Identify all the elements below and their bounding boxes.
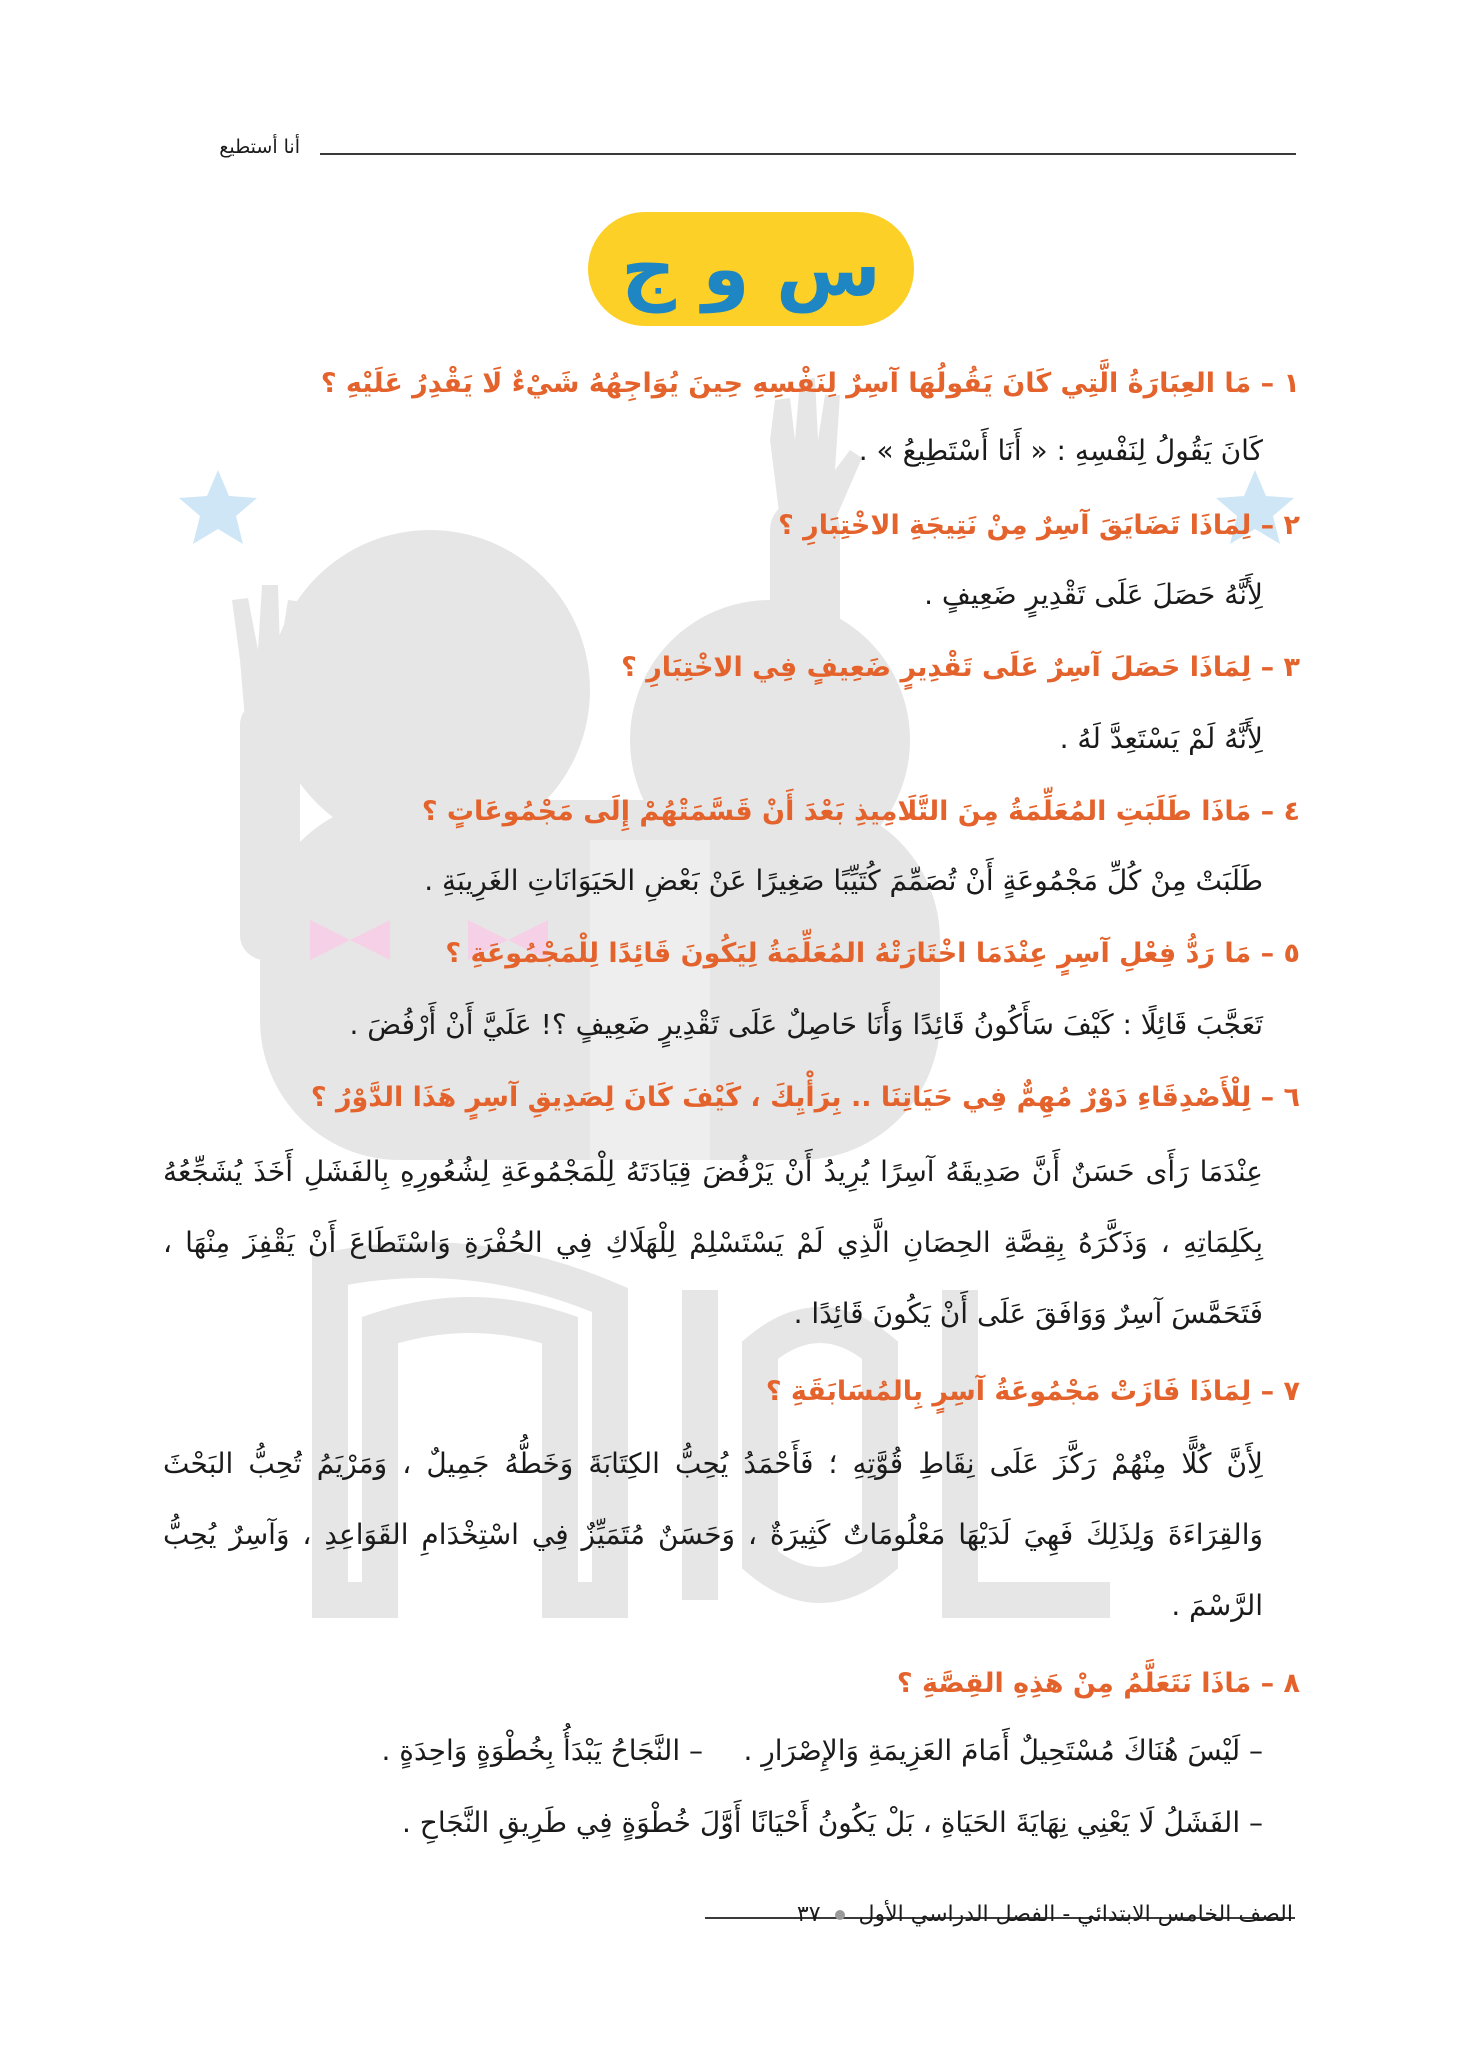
footer-title: الصف الخامس الابتدائي - الفصل الدراسي الأول [858, 1902, 1293, 1927]
answer-5: تَعَجَّبَ قَائِلًا : كَيْفَ سَأَكُونُ قَائِدًا وَأَنَا حَاصِلٌ عَلَى تَقْدِيرٍ ضَعِيفٍ ؟! عَلَيَّ أَنْ أَرْفُضَ . [349, 1008, 1263, 1041]
answer-7: لِأَنَّ كُلًّا مِنْهُمْ رَكَّزَ عَلَى نِقَاطِ قُوَّتِهِ ؛ فَأَحْمَدُ يُحِبُّ الكِتَابَةَ وَخَطُّهُ جَمِيلٌ ، وَمَرْيَمُ تُحِبُّ البَحْثَ وَالقِرَاءَةَ وَلِذَلِكَ فَهِيَ لَدَيْهَا مَعْلُومَاتٌ كَثِيرَةٌ ، وَحَسَنٌ مُتَمَيِّزٌ فِي اسْتِخْدَامِ القَوَاعِدِ ، وَآسِرٌ يُحِبُّ الرَّسْمَ . [163, 1447, 1263, 1622]
header-title: أنا أستطيع [219, 136, 300, 158]
question-5: ٥ – مَا رَدُّ فِعْلِ آسِرٍ عِنْدَمَا اخْتَارَتْهُ المُعَلِّمَةُ لِيَكُونَ قَائِدًا لِلْمَجْمُوعَةِ ؟ [445, 938, 1300, 969]
question-4: ٤ – مَاذَا طَلَبَتِ المُعَلِّمَةُ مِنَ التَّلَامِيذِ بَعْدَ أَنْ قَسَّمَتْهُمْ إِلَى مَجْمُوعَاتٍ ؟ [421, 796, 1300, 827]
answer-3: لِأَنَّهُ لَمْ يَسْتَعِدَّ لَهُ . [1059, 722, 1263, 755]
badge-text: س و ج [621, 224, 881, 313]
footer-dot-icon [835, 1910, 845, 1920]
question-8: ٨ – مَاذَا نَتَعَلَّمُ مِنْ هَذِهِ القِصَّةِ ؟ [896, 1668, 1300, 1699]
lesson-3: – الفَشَلُ لَا يَعْنِي نِهَايَةَ الحَيَاةِ ، بَلْ يَكُونُ أَحْيَانًا أَوَّلَ خُطْوَةٍ فِي طَرِيقِ النَّجَاحِ . [402, 1806, 1263, 1839]
footer [797, 1902, 1293, 1927]
answer-4: طَلَبَتْ مِنْ كُلِّ مَجْمُوعَةٍ أَنْ تُصَمِّمَ كُتَيِّبًا صَغِيرًا عَنْ بَعْضِ الحَيَوَانَاتِ الغَرِيبَةِ . [424, 864, 1263, 897]
answer-2: لِأَنَّهُ حَصَلَ عَلَى تَقْدِيرٍ ضَعِيفٍ . [924, 578, 1263, 611]
lesson-1: – لَيْسَ هُنَاكَ مُسْتَحِيلٌ أَمَامَ العَزِيمَةِ وَالإِصْرَارِ . [743, 1734, 1263, 1767]
answer-1: كَانَ يَقُولُ لِنَفْسِهِ : « أَنَا أَسْتَطِيعُ » . [858, 434, 1263, 467]
question-6: ٦ – لِلْأَصْدِقَاءِ دَوْرٌ مُهِمٌّ فِي حَيَاتِنَا .. بِرَأْيِكَ ، كَيْفَ كَانَ لِصَدِيقِ آسِرٍ هَذَا الدَّوْرُ ؟ [310, 1082, 1300, 1113]
question-1: ١ – مَا العِبَارَةُ الَّتِي كَانَ يَقُولُهَا آسِرٌ لِنَفْسِهِ حِينَ يُوَاجِهُهُ شَيْءٌ لَا يَقْدِرُ عَلَيْهِ ؟ [320, 368, 1300, 399]
question-2: ٢ – لِمَاذَا تَضَايَقَ آسِرٌ مِنْ نَتِيجَةِ الاخْتِبَارِ ؟ [778, 510, 1300, 541]
section-badge [588, 212, 914, 326]
header-divider [320, 153, 1296, 155]
page-number: ٣٧ [796, 1902, 821, 1927]
question-7: ٧ – لِمَاذَا فَازَتْ مَجْمُوعَةُ آسِرٍ بِالمُسَابَقَةِ ؟ [765, 1376, 1300, 1407]
lesson-2: – النَّجَاحُ يَبْدَأُ بِخُطْوَةٍ وَاحِدَةٍ . [381, 1734, 703, 1767]
answer-6: عِنْدَمَا رَأَى حَسَنٌ أَنَّ صَدِيقَهُ آسِرًا يُرِيدُ أَنْ يَرْفُضَ قِيَادَتَهُ لِلْمَجْمُوعَةِ لِشُعُورِهِ بِالفَشَلِ أَخَذَ يُشَجِّعُهُ بِكَلِمَاتِهِ ، وَذَكَّرَهُ بِقِصَّةِ الحِصَانِ الَّذِي لَمْ يَسْتَسْلِمْ لِلْهَلَاكِ فِي الحُفْرَةِ وَاسْتَطَاعَ أَنْ يَقْفِزَ مِنْهَا ، فَتَحَمَّسَ آسِرٌ وَوَافَقَ عَلَى أَنْ يَكُونَ قَائِدًا . [163, 1155, 1263, 1330]
question-3: ٣ – لِمَاذَا حَصَلَ آسِرٌ عَلَى تَقْدِيرٍ ضَعِيفٍ فِي الاخْتِبَارِ ؟ [621, 652, 1300, 683]
